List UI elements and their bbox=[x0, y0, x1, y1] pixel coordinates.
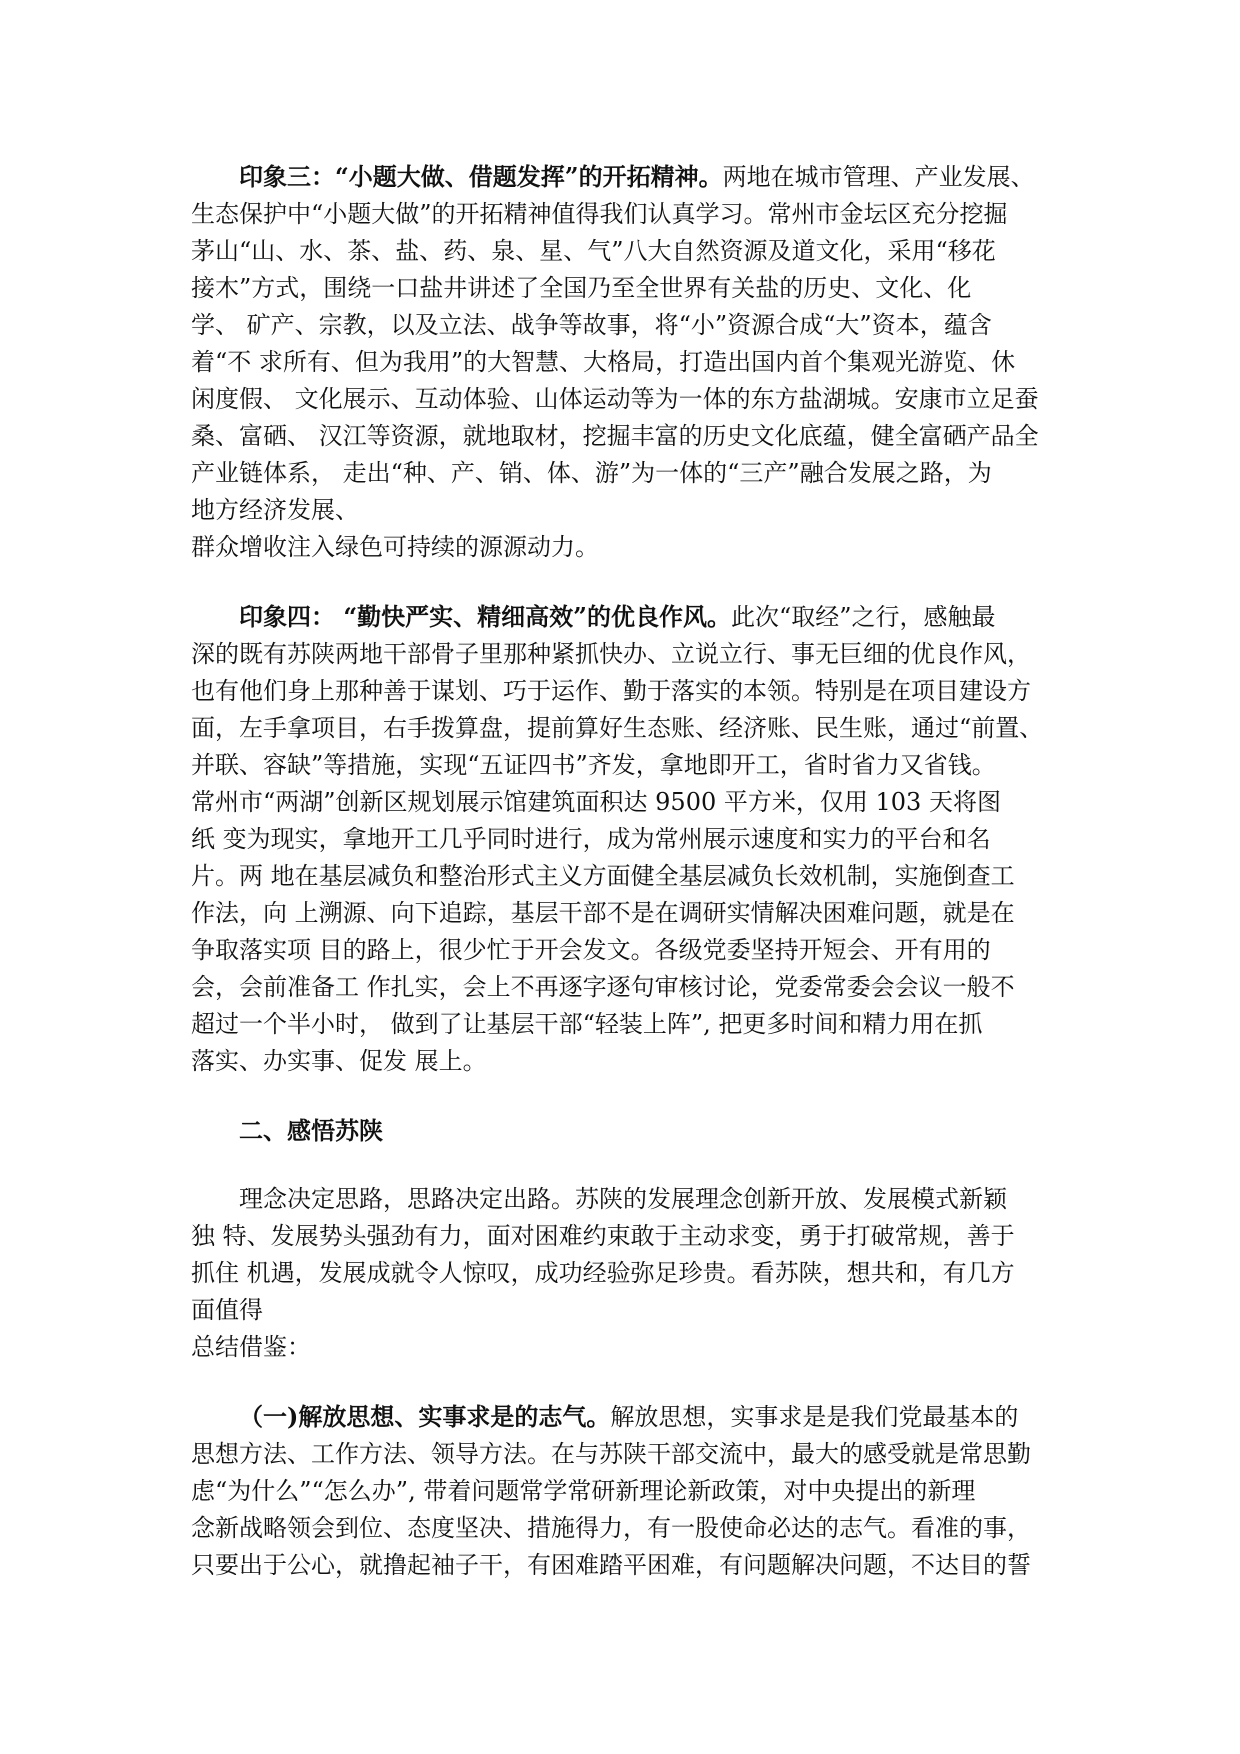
paragraph-impression-four bbox=[191, 598, 1061, 1080]
paragraph-line: 超过一个半小时， 做到了让基层干部“轻装上阵”, 把更多时间和精力用在抓 bbox=[191, 1010, 983, 1038]
paragraph-lead: 印象三：“小题大做、借题发挥”的开拓精神。 bbox=[239, 162, 723, 191]
paragraph-line: 也有他们身上那种善于谋划、巧于运作、勤于落实的本领。特别是在项目建设方 bbox=[191, 677, 1031, 705]
paragraph-line: 深的既有苏陕两地干部骨子里那种紧抓快办、立说立行、事无巨细的优良作风， bbox=[191, 640, 1031, 668]
paragraph-lead: 印象四： “勤快严实、精细高效”的优良作风。 bbox=[239, 602, 731, 631]
paragraph-line: 常州市“两湖”创新区规划展示馆建筑面积达 9500 平方米，仅用 103 天将图 bbox=[191, 788, 1001, 816]
paragraph-line: 总结借鉴： bbox=[191, 1333, 311, 1361]
paragraph-line: 面值得 bbox=[191, 1296, 263, 1324]
paragraph-first-line bbox=[191, 1398, 1061, 1436]
paragraph-line: 接木”方式，围绕一口盐井讲述了全国乃至全世界有关盐的历史、文化、化 bbox=[191, 274, 972, 302]
paragraph-line: 作法，向 上溯源、向下追踪，基层干部不是在调研实情解决困难问题，就是在 bbox=[191, 899, 1015, 927]
paragraph-impression-three bbox=[191, 158, 1061, 566]
paragraph-line: 会，会前准备工 作扎实，会上不再逐字逐句审核讨论，党委常委会会议一般不 bbox=[191, 973, 1015, 1001]
paragraph-line: 抓住 机遇，发展成就令人惊叹，成功经验弥足珍贵。看苏陕，想共和，有几方 bbox=[191, 1259, 1015, 1287]
paragraph-line: 闲度假、 文化展示、互动体验、山体运动等为一体的东方盐湖城。安康市立足蚕 bbox=[191, 385, 1039, 413]
paragraph-text: 此次“取经”之行，感触最 bbox=[730, 603, 996, 631]
paragraph-line: 桑、富硒、 汉江等资源，就地取材，挖掘丰富的历史文化底蕴，健全富硒产品全 bbox=[191, 422, 1039, 450]
paragraph-first-line bbox=[191, 598, 1061, 636]
paragraph-line: 纸 变为现实，拿地开工几乎同时进行，成为常州展示速度和实力的平台和名 bbox=[191, 825, 991, 853]
paragraph-line: 学、 矿产、宗教，以及立法、战争等故事，将“小”资源合成“大”资本，蕴含 bbox=[191, 311, 992, 339]
paragraph-line: 产业链体系， 走出“种、产、销、体、游”为一体的“三产”融合发展之路，为 bbox=[191, 459, 992, 487]
paragraph-line: 群众增收注入绿色可持续的源源动力。 bbox=[191, 533, 599, 561]
paragraph-first-line bbox=[191, 158, 1061, 196]
paragraph-line: 片。两 地在基层减负和整治形式主义方面健全基层减负长效机制，实施倒查工 bbox=[191, 862, 1015, 890]
paragraph-section-intro bbox=[191, 1181, 1061, 1366]
paragraph-line: 地方经济发展、 bbox=[191, 496, 359, 524]
paragraph-lead: （一)解放思想、实事求是的志气。 bbox=[239, 1402, 611, 1431]
paragraph-line: 着“不 求所有、但为我用”的大智慧、大格局，打造出国内首个集观光游览、休 bbox=[191, 348, 1016, 376]
paragraph-line: 争取落实项 目的路上，很少忙于开会发文。各级党委坚持开短会、开有用的 bbox=[191, 936, 991, 964]
paragraph-line: 理念决定思路，思路决定出路。苏陕的发展理念创新开放、发展模式新颖 bbox=[239, 1185, 1007, 1213]
paragraph-line: 茅山“山、水、茶、盐、药、泉、星、气”八大自然资源及道文化，采用“移花 bbox=[191, 237, 996, 265]
paragraph-line: 虑“为什么”“怎么办”, 带着问题常学常研新理论新政策，对中央提出的新理 bbox=[191, 1477, 976, 1505]
paragraph-line: 生态保护中“小题大做”的开拓精神值得我们认真学习。常州市金坛区充分挖掘 bbox=[191, 200, 1008, 228]
document-body bbox=[191, 158, 1061, 1616]
paragraph-line: 落实、办实事、促发 展上。 bbox=[191, 1047, 487, 1075]
paragraph-line: 思想方法、工作方法、领导方法。在与苏陕干部交流中，最大的感受就是常思勤 bbox=[191, 1440, 1031, 1468]
paragraph-line: 面，左手拿项目，右手拨算盘，提前算好生态账、经济账、民生账，通过“前置、 bbox=[191, 714, 1044, 742]
paragraph-text: 两地在城市管理、产业发展、 bbox=[722, 163, 1035, 191]
paragraph-subsection-one bbox=[191, 1398, 1061, 1584]
paragraph-line: 念新战略领会到位、态度坚决、措施得力，有一股使命必达的志气。看准的事， bbox=[191, 1514, 1031, 1542]
paragraph-line: 并联、容缺”等措施，实现“五证四书”齐发，拿地即开工，省时省力又省钱。 bbox=[191, 751, 996, 779]
paragraph-line: 独 特、发展势头强劲有力，面对困难约束敢于主动求变，勇于打破常规，善于 bbox=[191, 1222, 1015, 1250]
paragraph-line: 只要出于公心，就撸起袖子干，有困难踏平困难，有问题解决问题，不达目的誓 bbox=[191, 1551, 1031, 1579]
section-heading: 二、感悟苏陕 bbox=[239, 1116, 383, 1145]
paragraph-text: 解放思想，实事求是是我们党最基本的 bbox=[610, 1403, 1019, 1431]
